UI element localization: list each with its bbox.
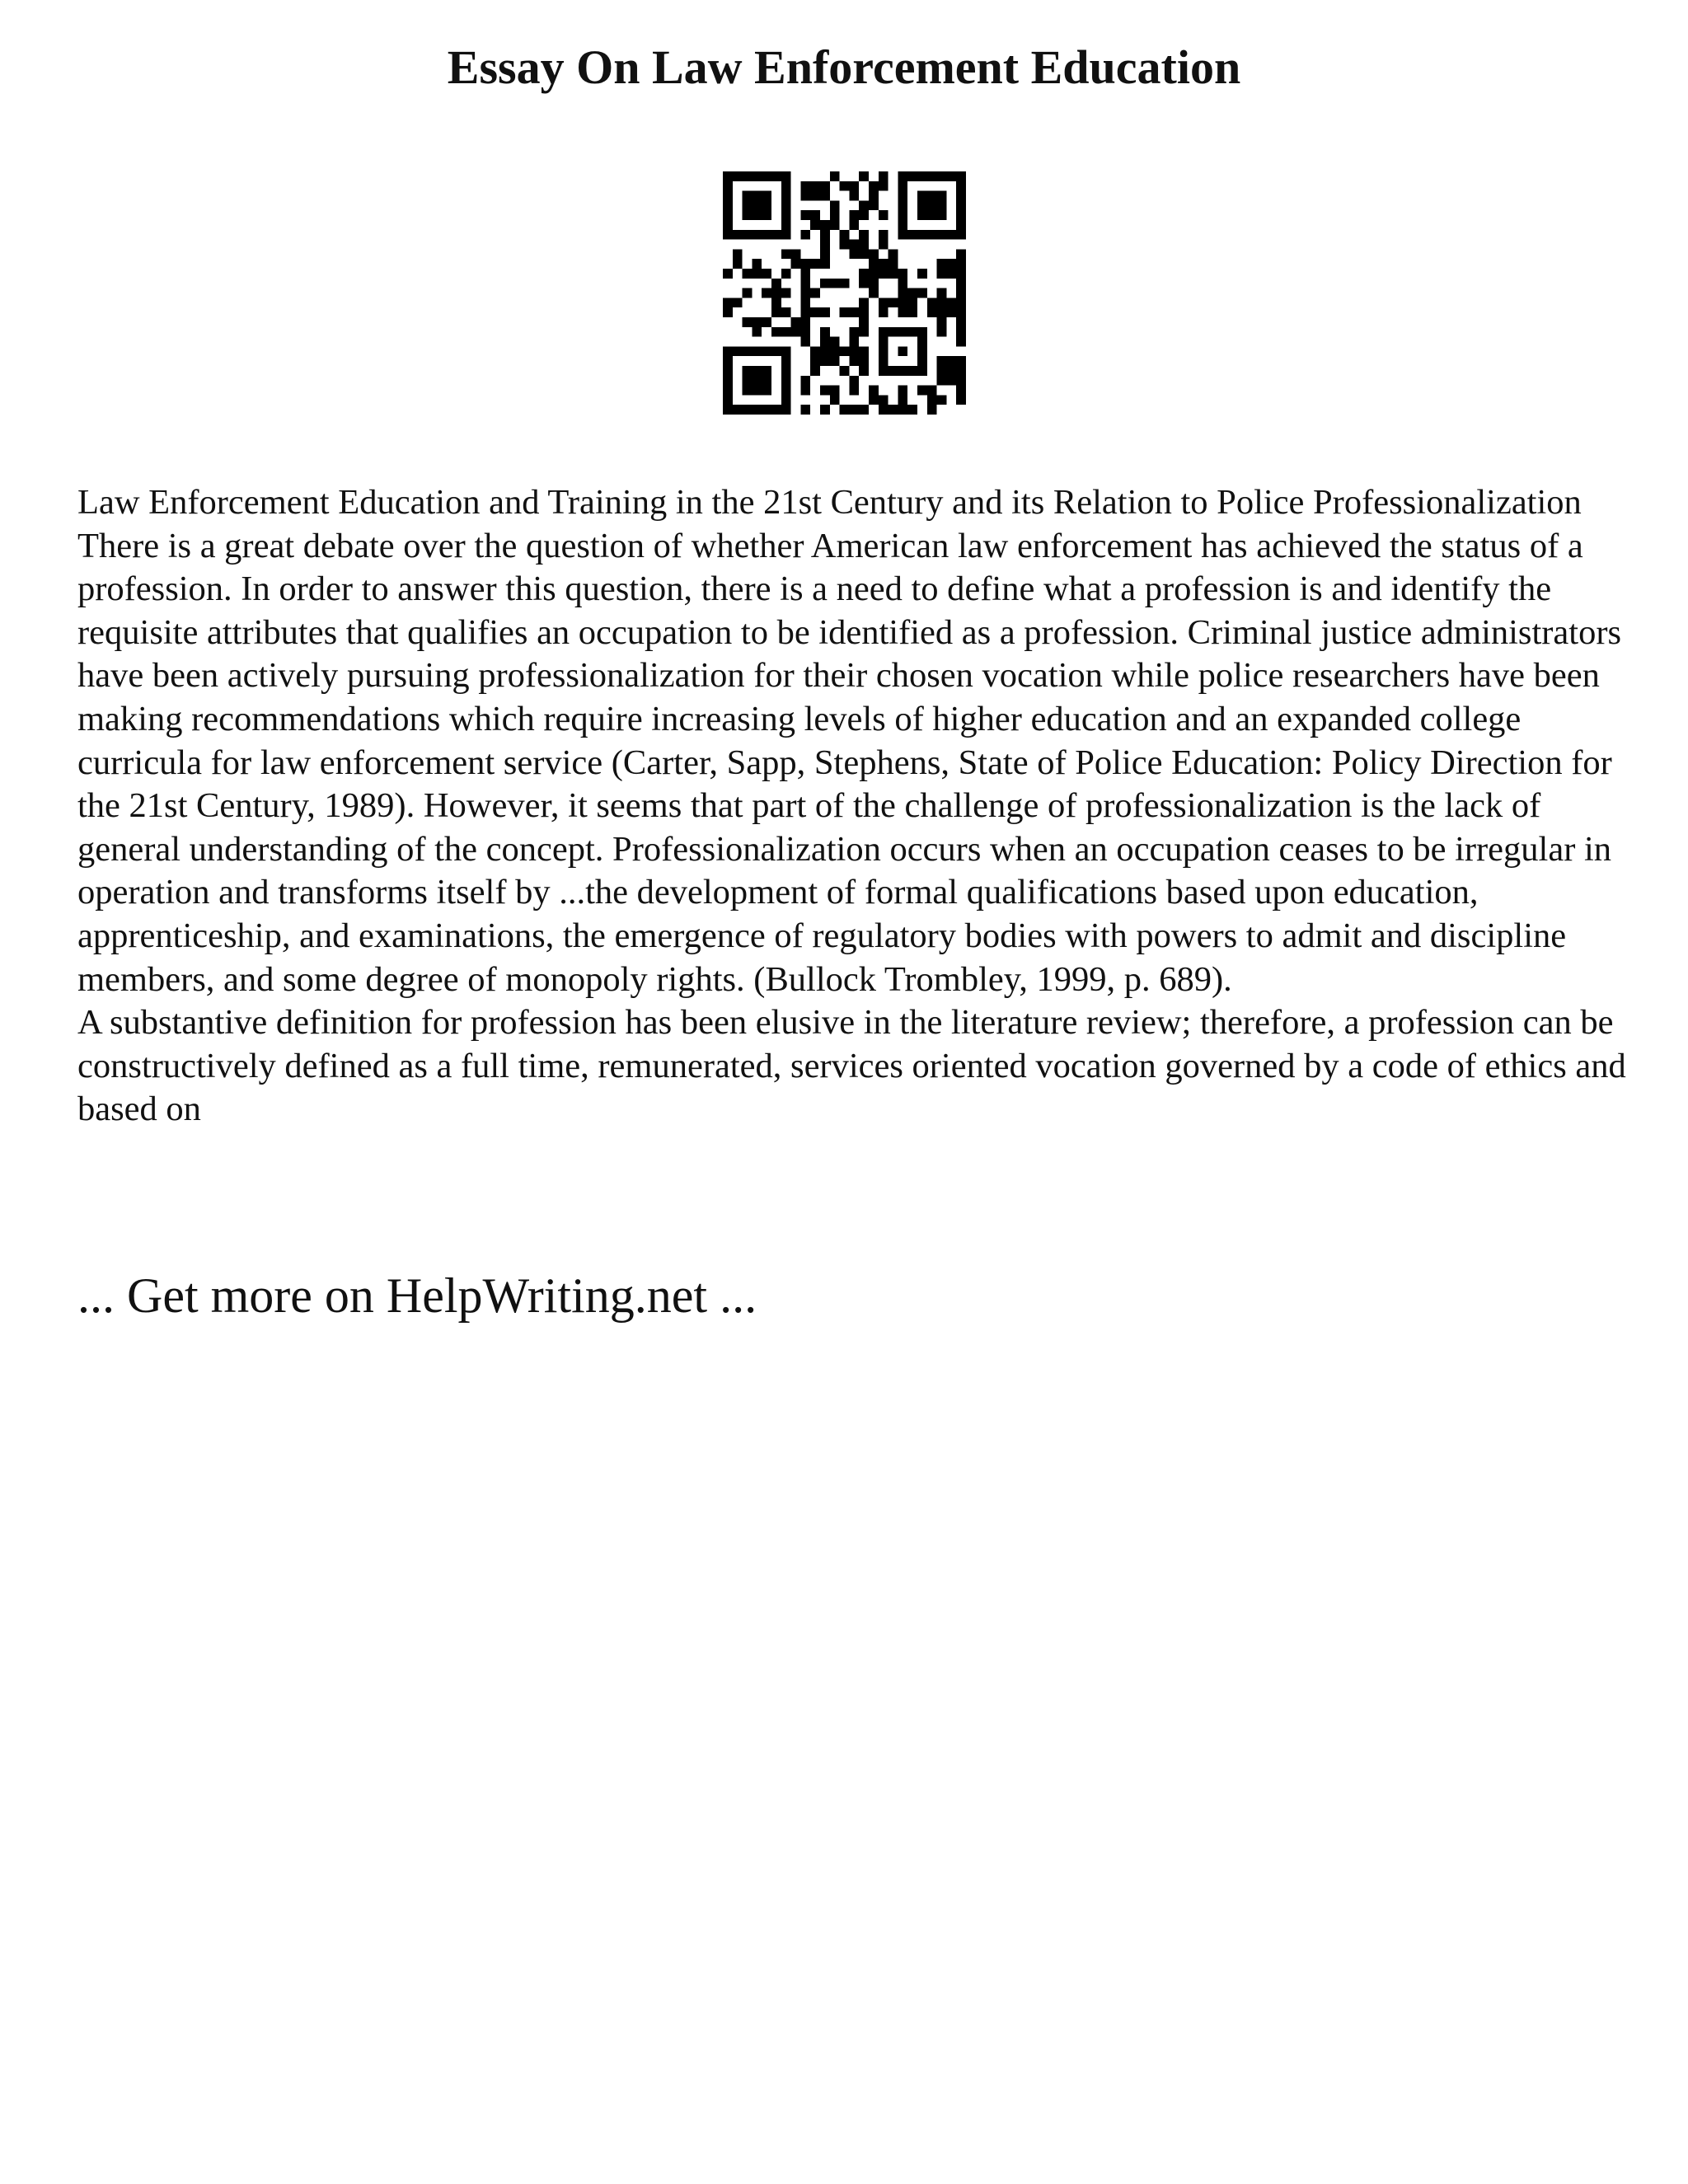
essay-body [77, 481, 1627, 1132]
document-title: Essay On Law Enforcement Education [447, 40, 1241, 94]
essay-heading-paragraph: Law Enforcement Education and Training in the 21st Century and its Relation to Police Professionalization [77, 483, 1582, 522]
get-more-link[interactable]: ... Get more on HelpWriting.net ... [77, 1268, 757, 1323]
qr-code-icon [723, 171, 966, 415]
essay-paragraph: There is a great debate over the question of whether American law enforcement has achieved the status of a profession. In order to answer this question, there is a need to define what a profession is and identify the requisite attributes that qualifies an occupation to be identified as a profession. Criminal justice administrators have been actively pursuing professionalization for their chosen vocation while police researchers have been making recommendations which require increasing levels of higher education and an expanded college curricula for law enforcement service (Carter, Sapp, Stephens, State of Police Education: Policy Direction for the 21st Century, 1989). However, it seems that part of the challenge of professionalization is the lack of general understanding of the concept. Professionalization occurs when an occupation ceases to be irregular in operation and transforms itself by ...the development of formal qualifications based upon education, apprenticeship, and examinations, the emergence of regulatory bodies with powers to admit and discipline members, and some degree of monopoly rights. (Bullock Trombley, 1999, p. 689). [77, 526, 1622, 999]
essay-paragraph: A substantive definition for profession has been elusive in the literature review; therefore, a profession can be constructively defined as a full time, remunerated, services oriented vocation governed by a code of ethics and based on [77, 1003, 1626, 1129]
